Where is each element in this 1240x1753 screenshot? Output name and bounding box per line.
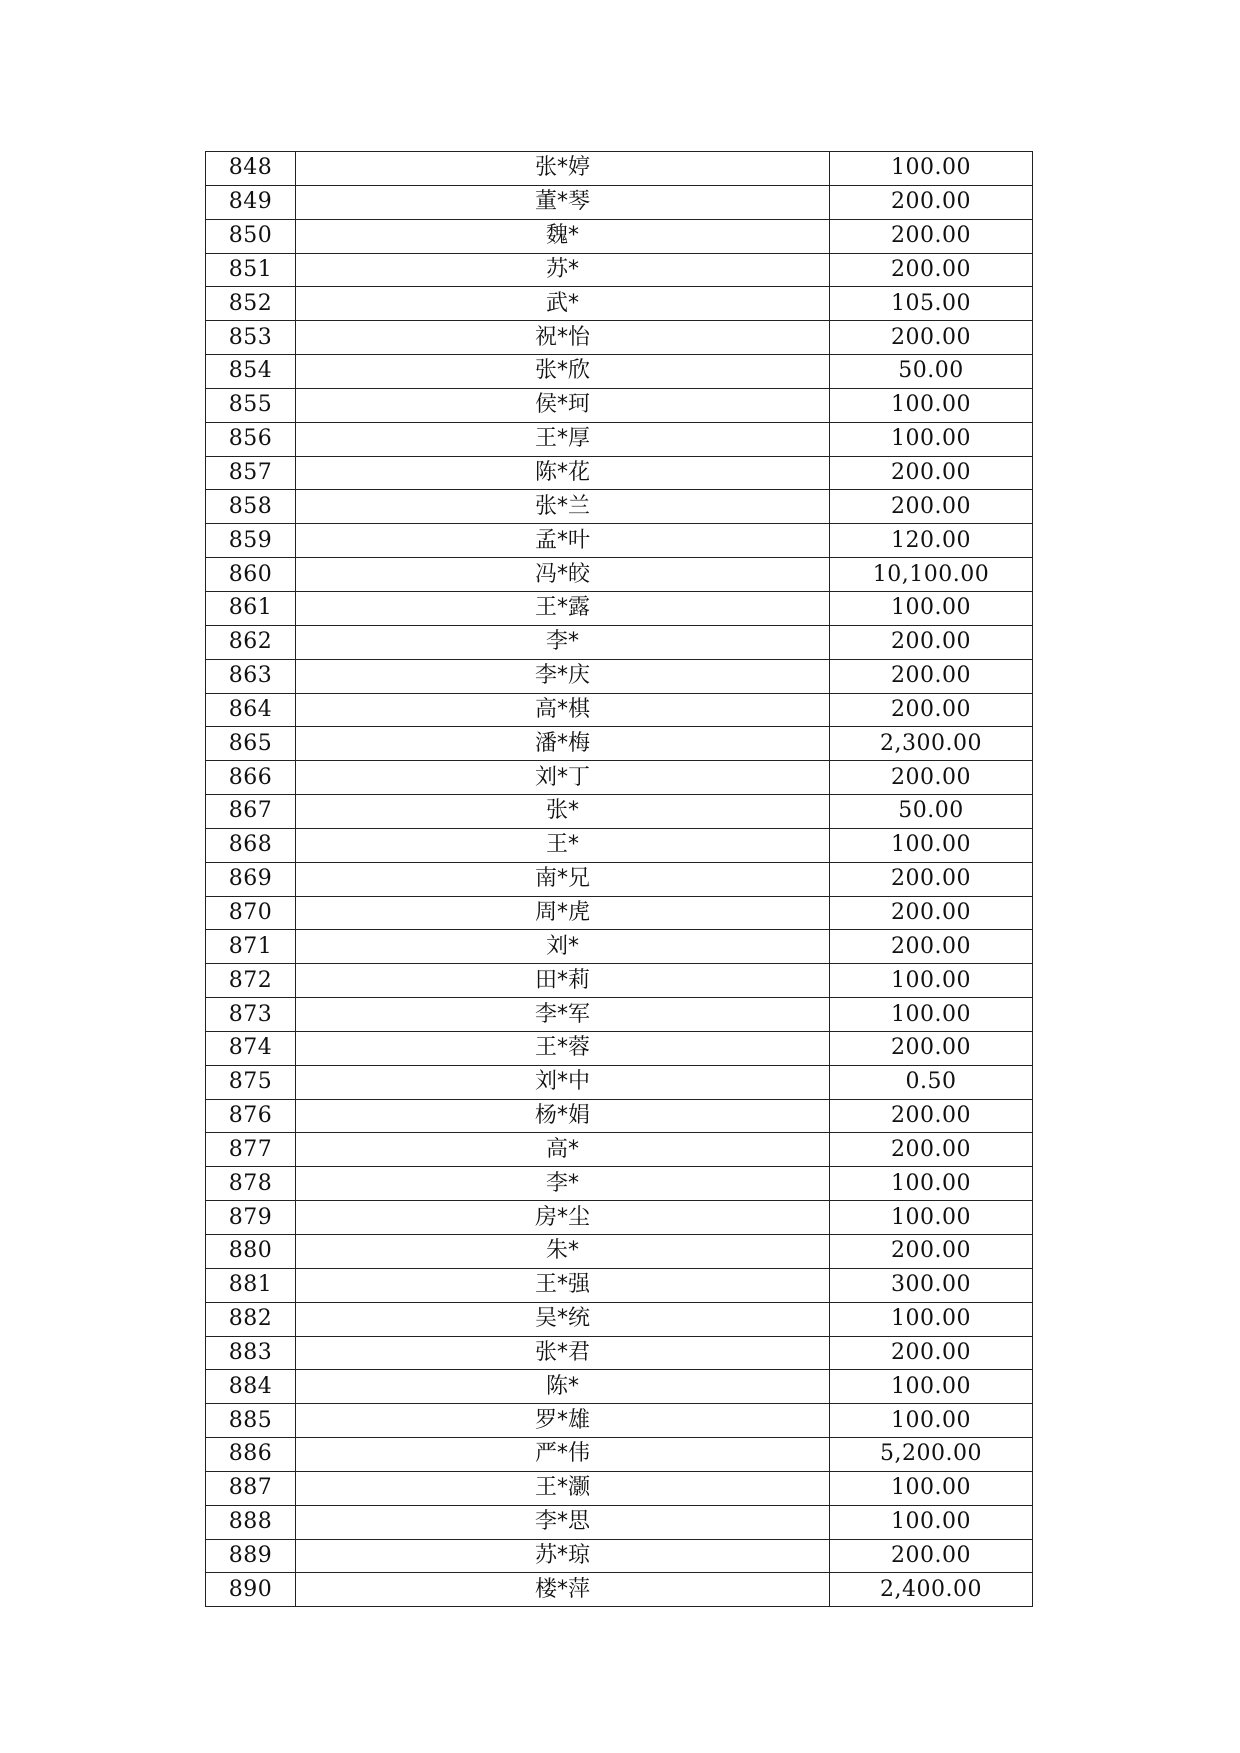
row-number-cell: 865 [206,727,296,761]
row-number-cell: 883 [206,1336,296,1370]
amount-cell: 200.00 [830,862,1033,896]
row-number-cell: 890 [206,1573,296,1607]
table-row [206,152,1033,186]
table-row [206,1302,1033,1336]
donor-name-cell: 李*思 [296,1505,830,1539]
table-row [206,1370,1033,1404]
row-number-cell: 871 [206,930,296,964]
amount-cell: 120.00 [830,524,1033,558]
table-row [206,862,1033,896]
table-row [206,727,1033,761]
row-number-cell: 878 [206,1167,296,1201]
amount-cell: 200.00 [830,761,1033,795]
table-row [206,321,1033,355]
row-number-cell: 864 [206,693,296,727]
row-number-cell: 860 [206,558,296,592]
row-number-cell: 857 [206,456,296,490]
table-row [206,490,1033,524]
amount-cell: 105.00 [830,287,1033,321]
amount-cell: 5,200.00 [830,1438,1033,1472]
table-row [206,1505,1033,1539]
donor-name-cell: 张*欣 [296,355,830,389]
donor-name-cell: 朱* [296,1235,830,1269]
row-number-cell: 882 [206,1302,296,1336]
row-number-cell: 863 [206,659,296,693]
donor-name-cell: 潘*梅 [296,727,830,761]
donor-name-cell: 李* [296,625,830,659]
amount-cell: 100.00 [830,828,1033,862]
amount-cell: 2,400.00 [830,1573,1033,1607]
row-number-cell: 859 [206,524,296,558]
donor-name-cell: 孟*叶 [296,524,830,558]
donor-name-cell: 周*虎 [296,896,830,930]
amount-cell: 100.00 [830,591,1033,625]
donor-name-cell: 高*棋 [296,693,830,727]
row-number-cell: 867 [206,795,296,829]
table-row [206,1031,1033,1065]
amount-cell: 200.00 [830,1133,1033,1167]
donor-name-cell: 刘* [296,930,830,964]
table-row [206,355,1033,389]
table-row [206,185,1033,219]
table-row [206,1167,1033,1201]
table-row [206,693,1033,727]
row-number-cell: 869 [206,862,296,896]
donor-name-cell: 王*厚 [296,422,830,456]
row-number-cell: 885 [206,1404,296,1438]
table-row [206,388,1033,422]
donor-name-cell: 李* [296,1167,830,1201]
row-number-cell: 888 [206,1505,296,1539]
donor-name-cell: 武* [296,287,830,321]
donation-table [205,151,1033,1607]
donor-name-cell: 张*兰 [296,490,830,524]
donor-name-cell: 罗*雄 [296,1404,830,1438]
table-row [206,1235,1033,1269]
donor-name-cell: 楼*萍 [296,1573,830,1607]
row-number-cell: 876 [206,1099,296,1133]
row-number-cell: 861 [206,591,296,625]
table-row [206,1404,1033,1438]
row-number-cell: 870 [206,896,296,930]
amount-cell: 100.00 [830,1404,1033,1438]
amount-cell: 200.00 [830,1336,1033,1370]
row-number-cell: 854 [206,355,296,389]
amount-cell: 200.00 [830,253,1033,287]
amount-cell: 200.00 [830,1031,1033,1065]
row-number-cell: 850 [206,219,296,253]
row-number-cell: 884 [206,1370,296,1404]
amount-cell: 50.00 [830,795,1033,829]
table-row [206,422,1033,456]
donor-name-cell: 高* [296,1133,830,1167]
table-row [206,1573,1033,1607]
amount-cell: 0.50 [830,1065,1033,1099]
amount-cell: 100.00 [830,152,1033,186]
table-row [206,1133,1033,1167]
amount-cell: 100.00 [830,998,1033,1032]
table-row [206,287,1033,321]
row-number-cell: 858 [206,490,296,524]
amount-cell: 200.00 [830,490,1033,524]
donor-name-cell: 苏*琼 [296,1539,830,1573]
table-row [206,625,1033,659]
amount-cell: 200.00 [830,321,1033,355]
donor-name-cell: 魏* [296,219,830,253]
donor-name-cell: 陈* [296,1370,830,1404]
table-row [206,761,1033,795]
row-number-cell: 856 [206,422,296,456]
row-number-cell: 848 [206,152,296,186]
donor-name-cell: 李*军 [296,998,830,1032]
row-number-cell: 852 [206,287,296,321]
amount-cell: 200.00 [830,693,1033,727]
row-number-cell: 887 [206,1471,296,1505]
donor-name-cell: 王*蓉 [296,1031,830,1065]
row-number-cell: 851 [206,253,296,287]
donor-name-cell: 刘*中 [296,1065,830,1099]
amount-cell: 2,300.00 [830,727,1033,761]
amount-cell: 200.00 [830,219,1033,253]
table-row [206,219,1033,253]
row-number-cell: 880 [206,1235,296,1269]
amount-cell: 100.00 [830,964,1033,998]
table-row [206,1268,1033,1302]
donor-name-cell: 杨*娟 [296,1099,830,1133]
amount-cell: 100.00 [830,1505,1033,1539]
row-number-cell: 873 [206,998,296,1032]
donor-name-cell: 严*伟 [296,1438,830,1472]
amount-cell: 100.00 [830,1370,1033,1404]
amount-cell: 100.00 [830,1302,1033,1336]
table-row [206,1099,1033,1133]
row-number-cell: 874 [206,1031,296,1065]
donor-name-cell: 张*君 [296,1336,830,1370]
table-row [206,930,1033,964]
row-number-cell: 881 [206,1268,296,1302]
table-row [206,795,1033,829]
row-number-cell: 877 [206,1133,296,1167]
donor-name-cell: 王*灏 [296,1471,830,1505]
donor-name-cell: 南*兄 [296,862,830,896]
donor-name-cell: 王*强 [296,1268,830,1302]
donor-name-cell: 王* [296,828,830,862]
table-row [206,1539,1033,1573]
table-row [206,998,1033,1032]
amount-cell: 200.00 [830,930,1033,964]
table-row [206,1201,1033,1235]
donor-name-cell: 李*庆 [296,659,830,693]
amount-cell: 200.00 [830,625,1033,659]
donor-name-cell: 苏* [296,253,830,287]
table-row [206,253,1033,287]
donor-name-cell: 张* [296,795,830,829]
amount-cell: 50.00 [830,355,1033,389]
amount-cell: 100.00 [830,1167,1033,1201]
table-row [206,558,1033,592]
donor-name-cell: 张*婷 [296,152,830,186]
table-row [206,1438,1033,1472]
table-row [206,456,1033,490]
row-number-cell: 853 [206,321,296,355]
amount-cell: 300.00 [830,1268,1033,1302]
donor-name-cell: 田*莉 [296,964,830,998]
donor-name-cell: 房*尘 [296,1201,830,1235]
amount-cell: 200.00 [830,1235,1033,1269]
amount-cell: 200.00 [830,1539,1033,1573]
table-row [206,1065,1033,1099]
row-number-cell: 872 [206,964,296,998]
amount-cell: 100.00 [830,422,1033,456]
donor-name-cell: 陈*花 [296,456,830,490]
table-row [206,896,1033,930]
row-number-cell: 855 [206,388,296,422]
donor-name-cell: 王*露 [296,591,830,625]
amount-cell: 200.00 [830,456,1033,490]
table-body [206,152,1033,1607]
table-row [206,591,1033,625]
amount-cell: 10,100.00 [830,558,1033,592]
donor-name-cell: 董*琴 [296,185,830,219]
row-number-cell: 879 [206,1201,296,1235]
table-row [206,964,1033,998]
row-number-cell: 875 [206,1065,296,1099]
amount-cell: 100.00 [830,1201,1033,1235]
row-number-cell: 866 [206,761,296,795]
table-row [206,659,1033,693]
row-number-cell: 849 [206,185,296,219]
donor-name-cell: 祝*怡 [296,321,830,355]
amount-cell: 100.00 [830,388,1033,422]
table-row [206,524,1033,558]
donor-name-cell: 刘*丁 [296,761,830,795]
row-number-cell: 886 [206,1438,296,1472]
row-number-cell: 862 [206,625,296,659]
table-row [206,828,1033,862]
table-row [206,1336,1033,1370]
row-number-cell: 868 [206,828,296,862]
amount-cell: 200.00 [830,659,1033,693]
table-row [206,1471,1033,1505]
amount-cell: 100.00 [830,1471,1033,1505]
row-number-cell: 889 [206,1539,296,1573]
amount-cell: 200.00 [830,185,1033,219]
donor-name-cell: 吴*统 [296,1302,830,1336]
donor-name-cell: 侯*珂 [296,388,830,422]
amount-cell: 200.00 [830,896,1033,930]
donor-name-cell: 冯*皎 [296,558,830,592]
amount-cell: 200.00 [830,1099,1033,1133]
